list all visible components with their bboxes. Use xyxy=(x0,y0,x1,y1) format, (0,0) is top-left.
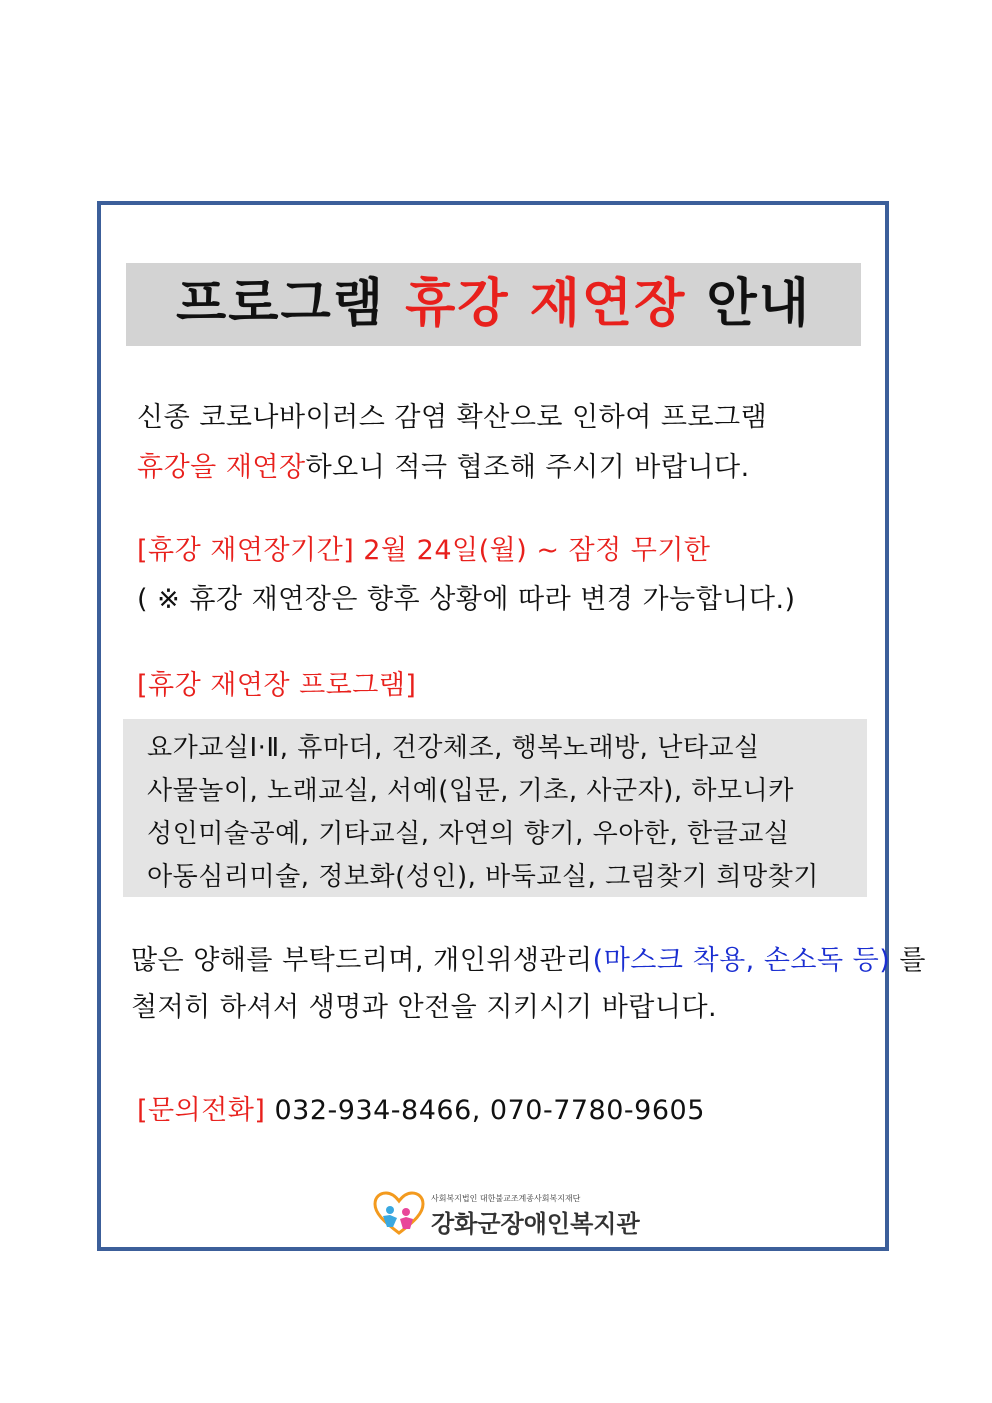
closing-line-2: 철저히 하셔서 생명과 안전을 지키시기 바랍니다. xyxy=(131,992,718,1023)
contact-phones: 032-934-8466, 070-7780-9605 xyxy=(265,1095,705,1126)
contact-label: [문의전화] xyxy=(137,1095,266,1126)
contact-line xyxy=(137,1088,705,1127)
closing-text-b: 를 xyxy=(890,945,926,976)
period-label: [휴강 재연장기간] 2월 24일(월) ~ 잠정 무기한 xyxy=(137,535,711,566)
title-part2: 휴강 재연장 xyxy=(405,274,687,334)
heart-family-icon xyxy=(373,1191,425,1237)
page-title xyxy=(126,263,861,346)
closing-text-a: 많은 양해를 부탁드리며, 개인위생관리 xyxy=(131,945,593,976)
closing-hygiene-note: (마스크 착용, 손소독 등) xyxy=(592,945,891,976)
logo-subtitle: 사회복지법인 대한불교조계종사회복지재단 xyxy=(431,1194,581,1203)
programs-line-1: 요가교실Ⅰ·Ⅱ, 휴마더, 건강체조, 행복노래방, 난타교실 xyxy=(147,733,760,763)
intro-line-1: 신종 코로나바이러스 감염 확산으로 인하여 프로그램 xyxy=(137,402,768,433)
notice-frame xyxy=(97,201,926,1251)
intro-highlight: 휴강을 재연장 xyxy=(137,452,306,483)
intro-line-2 xyxy=(137,445,750,484)
programs-heading: [휴강 재연장 프로그램] xyxy=(137,670,417,701)
logo-name: 강화군장애인복지관 xyxy=(431,1210,640,1238)
intro-rest: 하오니 적극 협조해 주시기 바랍니다. xyxy=(305,452,750,483)
programs-line-3: 성인미술공예, 기타교실, 자연의 향기, 우아한, 한글교실 xyxy=(147,819,790,849)
programs-line-2: 사물놀이, 노래교실, 서예(입문, 기초, 사군자), 하모니카 xyxy=(147,776,794,806)
programs-line-4: 아동심리미술, 정보화(성인), 바둑교실, 그림찾기 희망찾기 xyxy=(147,862,819,892)
closing-line-1 xyxy=(131,938,926,977)
period-note: ( ※ 휴강 재연장은 향후 상황에 따라 변경 가능합니다.) xyxy=(137,584,796,615)
title-part1: 프로그램 xyxy=(176,274,406,334)
organization-logo xyxy=(373,1191,643,1239)
title-part3: 안내 xyxy=(686,274,811,334)
programs-list xyxy=(123,719,867,897)
